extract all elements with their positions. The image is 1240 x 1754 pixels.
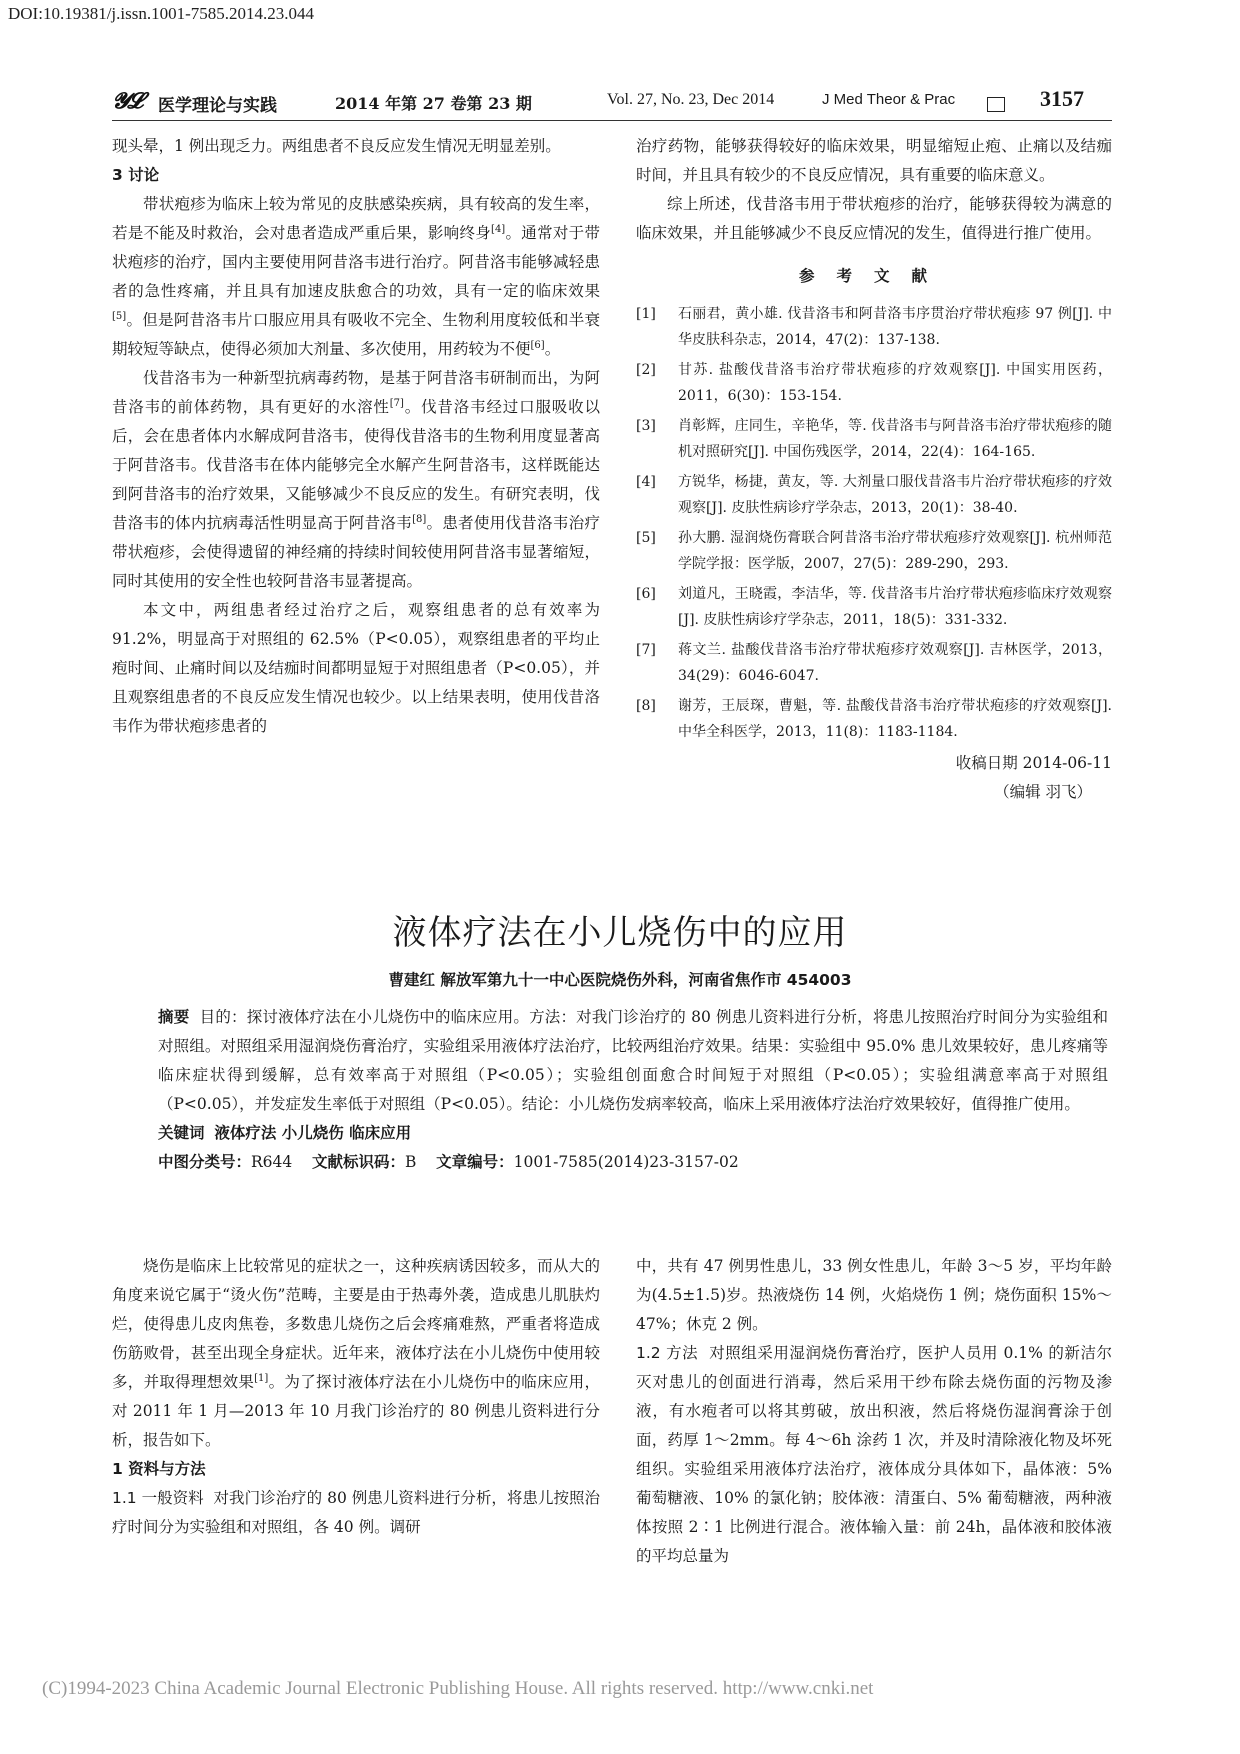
subsection-label: 1.2 方法	[636, 1344, 699, 1362]
paragraph: 带状疱疹为临床上较为常见的皮肤感染疾病，具有较高的发生率，若是不能及时救治，会对患者造成严重后果，影响终身[4]。通常对于带状疱疹的治疗，国内主要使用阿昔洛韦进行治疗。阿昔洛韦能够减轻患者的急性疼痛，并且具有加速皮肤愈合的功效，具有一定的临床效果[5]。但是阿昔洛韦片口服应用具有吸收不完全、生物利用度较低和半衰期较短等缺点，使得必须加大剂量、多次使用，用药较为不便[6]。	[112, 195, 600, 358]
subsection-label: 1.1 一般资料	[112, 1489, 204, 1507]
reference-item: [8] 谢芳，王辰琛，曹魁，等. 盐酸伐昔洛韦治疗带状疱疹的疗效观察[J]. 中华全科医学，2013，11(8)：1183-1184.	[636, 698, 1112, 740]
citation[interactable]: [4]	[491, 224, 506, 235]
editor-note: （编辑 羽飞）	[994, 783, 1092, 801]
running-header	[112, 86, 1112, 116]
reference-list	[636, 301, 1112, 745]
section-heading: 1 资料与方法	[112, 1460, 206, 1478]
reference-item: [2] 甘苏. 盐酸伐昔洛韦治疗带状疱疹的疗效观察[J]. 中国实用医药，2011，6(30)：153-154.	[636, 362, 1112, 404]
paragraph: 伐昔洛韦为一种新型抗病毒药物，是基于阿昔洛韦研制而出，为阿昔洛韦的前体药物，具有更好的水溶性[7]。伐昔洛韦经过口服吸收以后，会在患者体内水解成阿昔洛韦，使得伐昔洛韦的生物利用度显著高于阿昔洛韦。伐昔洛韦在体内能够完全水解产生阿昔洛韦，这样既能达到阿昔洛韦的治疗效果，又能够减少不良反应的发生。有研究表明，伐昔洛韦的体内抗病毒活性明显高于阿昔洛韦[8]。患者使用伐昔洛韦治疗带状疱疹，会使得遗留的神经痛的持续时间较使用阿昔洛韦显著缩短，同时其使用的安全性也较阿昔洛韦显著提高。	[112, 369, 600, 590]
header-rule	[112, 120, 1112, 121]
section-heading: 3 讨论	[112, 166, 160, 184]
header-journal-cn: 医学理论与实践	[158, 96, 277, 116]
reference-item: [1] 石丽君，黄小雄. 伐昔洛韦和阿昔洛韦序贯治疗带状疱疹 97 例[J]. 中华皮肤科杂志，2014，47(2)：137-138.	[636, 306, 1112, 348]
reference-item: [3] 肖彰辉，庄同生，辛艳华，等. 伐昔洛韦与阿昔洛韦治疗带状疱疹的随机对照研究[J]. 中国伤残医学，2014，22(4)：164-165.	[636, 418, 1112, 460]
page-number: 3157	[1040, 86, 1084, 111]
citation[interactable]: [6]	[530, 340, 545, 351]
header-box-icon	[987, 97, 1005, 112]
reference-item: [7] 蒋文兰. 盐酸伐昔洛韦治疗带状疱疹疗效观察[J]. 吉林医学，2013，34(29)：6046-6047.	[636, 642, 1112, 684]
abstract-block	[158, 1003, 1108, 1177]
keywords-label: 关键词	[158, 1124, 205, 1142]
reference-item: [6] 刘道凡，王晓霞，李洁华，等. 伐昔洛韦片治疗带状疱疹临床疗效观察[J]. 皮肤性病诊疗学杂志，2011，18(5)：331-332.	[636, 586, 1112, 628]
reference-item: [4] 方锐华，杨捷，黄友，等. 大剂量口服伐昔洛韦片治疗带状疱疹的疗效观察[J]. 皮肤性病诊疗学杂志，2013，20(1)：38-40.	[636, 474, 1112, 516]
paragraph: 烧伤是临床上比较常见的症状之一，这种疾病诱因较多，而从大的角度来说它属于“烫火伤”范畴，主要是由于热毒外袭，造成患儿肌肤灼烂，使得患儿皮肉焦卷，多数患儿烧伤之后会疼痛难熬，严重者将造成伤筋败骨，甚至出现全身症状。近年来，液体疗法在小儿烧伤中使用较多，并取得理想效果[1]。为了探讨液体疗法在小儿烧伤中的临床应用，对 2011 年 1 月—2013 年 10 月我门诊治疗的 80 例患儿资料进行分析，报告如下。	[112, 1257, 600, 1449]
reference-item: [5] 孙大鹏. 湿润烧伤膏联合阿昔洛韦治疗带状疱疹疗效观察[J]. 杭州师范学院学报：医学版，2007，27(5)：289-290，293.	[636, 530, 1112, 572]
paragraph: 1.2 方法 对照组采用湿润烧伤膏治疗，医护人员用 0.1% 的新洁尔灭对患儿的创面进行消毒，然后采用干纱布除去烧伤面的污物及渗液，有水疱者可以将其剪破，放出积液，然后将烧伤湿润膏涂于创面，药厚 1～2mm。每 4～6h 涂药 1 次，并及时清除液化物及坏死组织。实验组采用液体疗法治疗，液体成分具体如下，晶体液：5% 葡萄糖液、10% 的氯化钠；胶体液：清蛋白、5% 葡萄糖液，两种液体按照 2∶1 比例进行混合。液体输入量：前 24h，晶体液和胶体液的平均总量为	[636, 1344, 1113, 1565]
citation[interactable]: [1]	[254, 1373, 269, 1384]
classification-line: 中图分类号：R644 文献标识码：B 文章编号：1001-7585(2014)23-3157-02	[158, 1153, 739, 1171]
paragraph: 综上所述，伐昔洛韦用于带状疱疹的治疗，能够获得较为满意的临床效果，并且能够减少不良反应情况的发生，值得进行推广使用。	[636, 195, 1112, 242]
bottom-left-column	[112, 1252, 600, 1542]
references-heading: 参考文献	[798, 267, 949, 285]
paragraph: 治疗药物，能够获得较好的临床效果，明显缩短止疱、止痛以及结痂时间，并且具有较少的不良反应情况，具有重要的临床意义。	[636, 137, 1112, 184]
abstract: 摘要 目的：探讨液体疗法在小儿烧伤中的临床应用。方法：对我门诊治疗的 80 例患儿资料进行分析，将患儿按照治疗时间分为实验组和对照组。对照组采用湿润烧伤膏治疗，实验组采用液体疗法治疗，比较两组治疗效果。结果：实验组中 95.0% 患儿效果较好，患儿疼痛等临床症状得到缓解，总有效率高于对照组（P<0.05）；实验组创面愈合时间短于对照组（P<0.05）；实验组满意率高于对照组（P<0.05），并发症发生率低于对照组（P<0.05）。结论：小儿烧伤发病率较高，临床上采用液体疗法治疗效果较好，值得推广使用。	[158, 1008, 1108, 1113]
copyright-footer: (C)1994-2023 China Academic Journal Electronic Publishing House. All rights reserved. http://www.cnki.net	[42, 1678, 874, 1699]
author-affiliation: 曹建红 解放军第九十一中心医院烧伤外科，河南省焦作市 454003	[388, 971, 852, 989]
paragraph: 本文中，两组患者经过治疗之后，观察组患者的总有效率为 91.2%，明显高于对照组的 62.5%（P<0.05），观察组患者的平均止疱时间、止痛时间以及结痂时间都明显短于对照组患者（P<0.05），并且观察组患者的不良反应发生情况也较少。以上结果表明，使用伐昔洛韦作为带状疱疹患者的	[112, 601, 600, 735]
keywords: 关键词 液体疗法 小儿烧伤 临床应用	[158, 1124, 412, 1142]
top-left-column	[112, 132, 600, 741]
citation[interactable]: [8]	[412, 514, 427, 525]
journal-logo: 𝓨𝓛	[112, 88, 142, 113]
doi-line: DOI:10.19381/j.issn.1001-7585.2014.23.044	[8, 4, 314, 23]
header-volume-en: Vol. 27, No. 23, Dec 2014	[607, 91, 775, 108]
citation[interactable]: [7]	[389, 398, 404, 409]
header-journal-en: J Med Theor & Prac	[822, 91, 956, 108]
top-right-column	[636, 132, 1112, 807]
paragraph: 1.1 一般资料 对我门诊治疗的 80 例患儿资料进行分析，将患儿按照治疗时间分为实验组和对照组，各 40 例。调研	[112, 1489, 600, 1536]
paragraph: 现头晕，1 例出现乏力。两组患者不良反应发生情况无明显差别。	[112, 137, 561, 155]
bottom-right-column	[636, 1252, 1112, 1571]
paragraph: 中，共有 47 例男性患儿，33 例女性患儿，年龄 3～5 岁，平均年龄为(4.5±1.5)岁。热液烧伤 14 例，火焰烧伤 1 例；烧伤面积 15%～47%；休克 2 例。	[636, 1257, 1112, 1333]
citation[interactable]: [5]	[112, 311, 127, 322]
abstract-label: 摘要	[158, 1008, 190, 1026]
header-volume-cn: 2014 年第 27 卷第 23 期	[335, 94, 532, 113]
received-date: 收稿日期 2014-06-11	[955, 754, 1112, 772]
article-title: 液体疗法在小儿烧伤中的应用	[392, 913, 848, 953]
